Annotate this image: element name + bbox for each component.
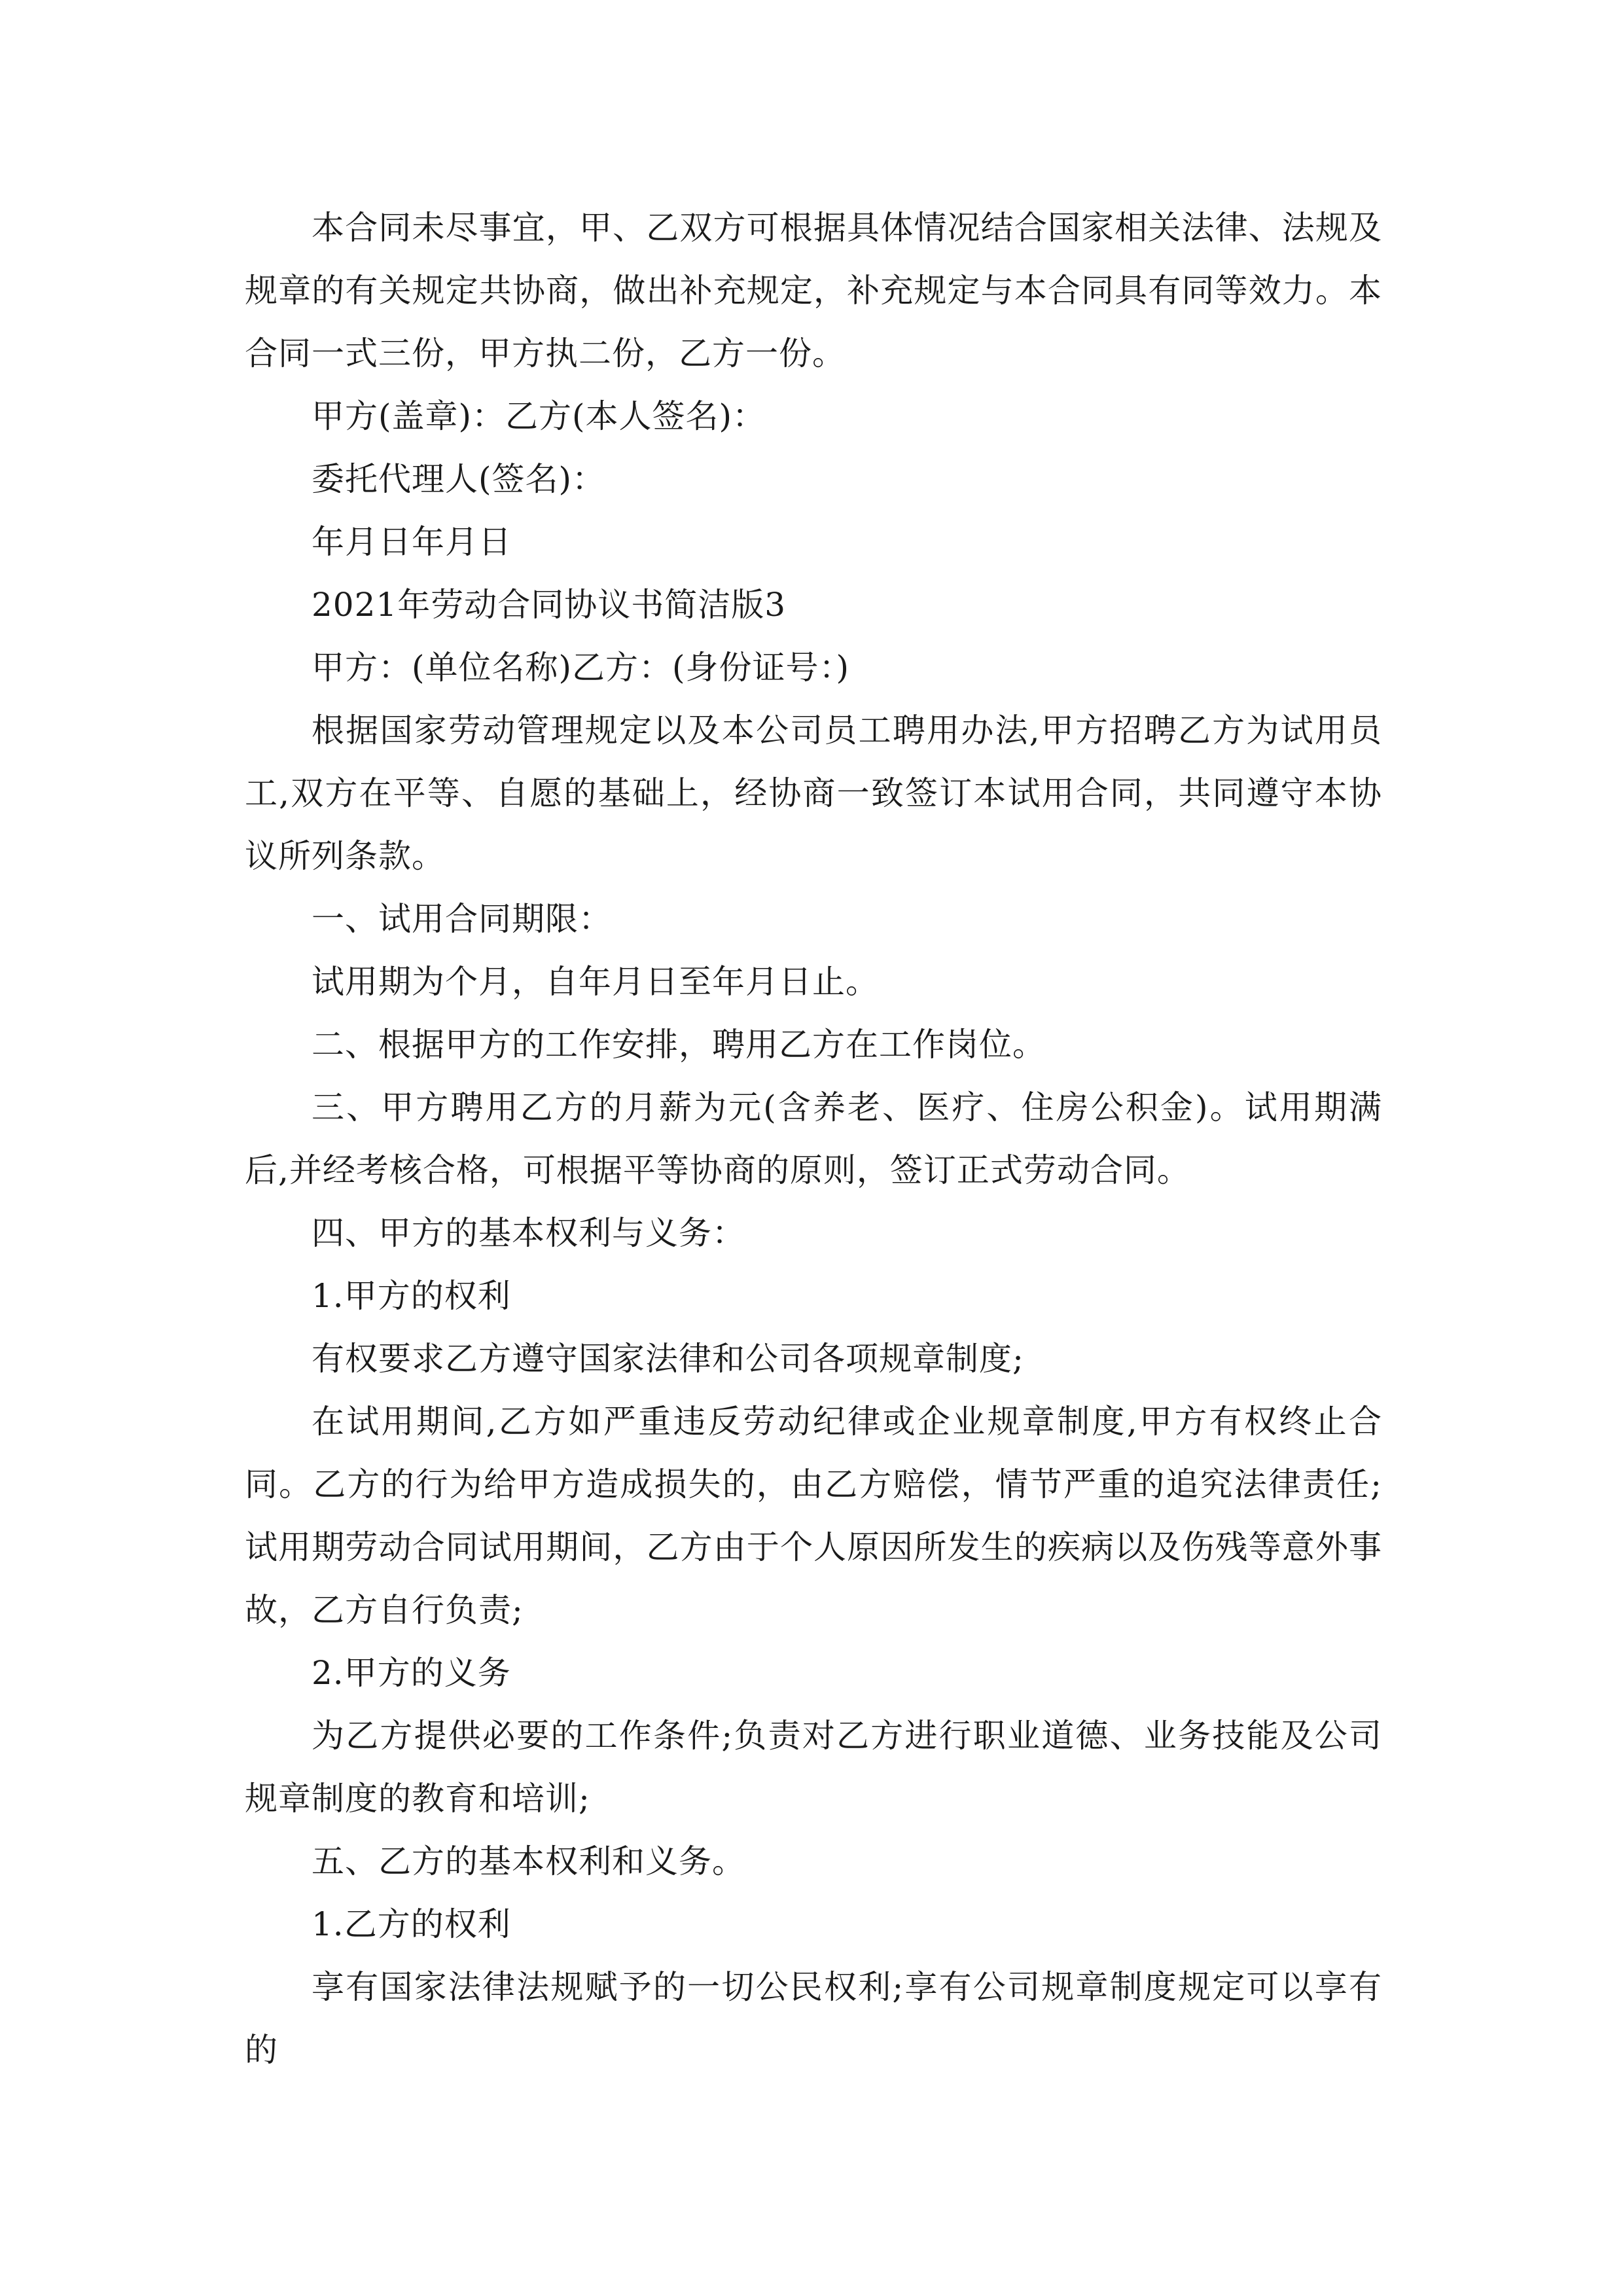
paragraph-agent-signature: 委托代理人(签名)： — [312, 460, 606, 498]
paragraph-party-a-duty-1: 为乙方提供必要的工作条件;负责对乙方进行职业道德、业务技能及公司规章制度的教育和培训; — [245, 1717, 1382, 1818]
document-section-title: 2021年劳动合同协议书简洁版3 — [312, 586, 787, 624]
heading-party-b-rights: 1.乙方的权利 — [312, 1905, 511, 1943]
heading-party-a-rights: 1.甲方的权利 — [312, 1277, 511, 1315]
paragraph-parties: 甲方：(单位名称)乙方：(身份证号：) — [312, 649, 850, 687]
paragraph-dates: 年月日年月日 — [312, 523, 512, 561]
paragraph-party-a-right-2: 在试用期间,乙方如严重违反劳动纪律或企业规章制度,甲方有权终止合同。乙方的行为给甲方造成损失的，由乙方赔偿，情节严重的追究法律责任;试用期劳动合同试用期间，乙方由于个人原因所发生的疾病以及伤残等意外事故，乙方自行负责; — [245, 1403, 1382, 1629]
paragraph-trial-period: 试用期为个月，自年月日至年月日止。 — [312, 963, 879, 1001]
paragraph-salary: 三、甲方聘用乙方的月薪为元(含养老、医疗、住房公积金)。试用期满后,并经考核合格，可根据平等协商的原则，签订正式劳动合同。 — [245, 1088, 1382, 1189]
paragraph-party-b-right-1: 享有国家法律法规赋予的一切公民权利;享有公司规章制度规定可以享有的 — [245, 1968, 1382, 2069]
paragraph-supplement-clause: 本合同未尽事宜，甲、乙双方可根据具体情况结合国家相关法律、法规及规章的有关规定共协商，做出补充规定，补充规定与本合同具有同等效力。本合同一式三份，甲方执二份，乙方一份。 — [245, 209, 1382, 372]
heading-party-a-rights-duties: 四、甲方的基本权利与义务： — [312, 1214, 745, 1252]
paragraph-party-signatures: 甲方(盖章)：乙方(本人签名)： — [312, 397, 766, 435]
paragraph-job-assignment: 二、根据甲方的工作安排，聘用乙方在工作岗位。 — [312, 1026, 1046, 1064]
heading-party-a-duties: 2.甲方的义务 — [312, 1654, 511, 1692]
paragraph-preamble: 根据国家劳动管理规定以及本公司员工聘用办法,甲方招聘乙方为试用员工,双方在平等、自愿的基础上，经协商一致签订本试用合同，共同遵守本协议所列条款。 — [245, 711, 1382, 875]
heading-party-b-rights-duties: 五、乙方的基本权利和义务。 — [312, 1842, 745, 1880]
document-body — [245, 196, 1382, 2081]
heading-contract-term: 一、试用合同期限： — [312, 900, 612, 938]
paragraph-party-a-right-1: 有权要求乙方遵守国家法律和公司各项规章制度; — [312, 1340, 1024, 1378]
